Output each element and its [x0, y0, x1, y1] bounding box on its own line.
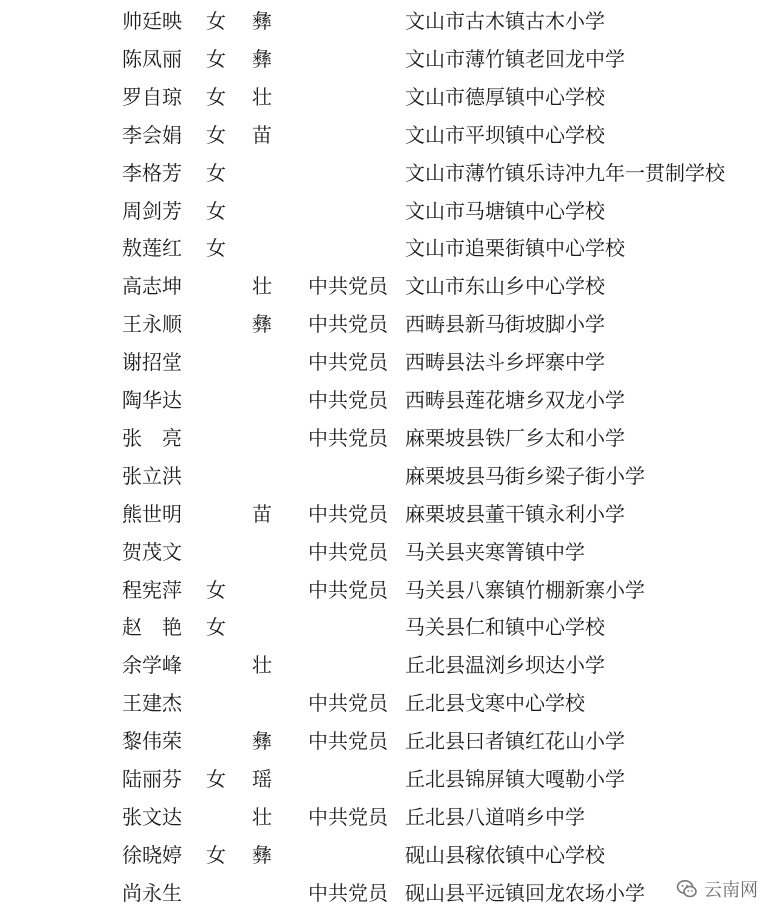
table-row: [0, 229, 784, 267]
table-row: [0, 722, 784, 760]
party-cell: 中共党员: [308, 729, 388, 754]
watermark: [676, 876, 758, 902]
table-row: [0, 798, 784, 836]
school-cell: 西畴县法斗乡坪寨中学: [405, 350, 605, 375]
table-row: [0, 343, 784, 381]
name-cell: 陶华达: [122, 388, 182, 412]
gender-cell: 女: [206, 577, 226, 602]
school-cell: 马关县夹寒箐镇中学: [405, 539, 585, 564]
school-cell: 丘北县八道哨乡中学: [405, 804, 585, 829]
name-cell: 周剑芳: [122, 198, 182, 223]
name-cell: 张立洪: [122, 463, 182, 488]
name-cell: 赵 艳: [122, 615, 182, 640]
name-cell: 李格芳: [122, 160, 182, 185]
name-cell: 熊世明: [122, 501, 182, 526]
table-row: [0, 836, 784, 874]
party-cell: 中共党员: [308, 539, 388, 564]
ethnicity-cell: 壮: [252, 804, 272, 829]
table-row: [0, 646, 784, 684]
school-cell: 文山市薄竹镇老回龙中学: [405, 46, 625, 71]
party-cell: 中共党员: [308, 804, 388, 829]
ethnicity-cell: 苗: [252, 122, 272, 147]
table-row: [0, 40, 784, 78]
name-cell: 张 亮: [122, 425, 182, 450]
name-cell: 张文达: [122, 804, 182, 829]
name-cell: 徐晓婷: [122, 842, 182, 867]
school-cell: 西畴县新马街坡脚小学: [405, 312, 605, 337]
school-cell: 麻栗坡县铁厂乡太和小学: [405, 425, 625, 450]
table-row: [0, 684, 784, 722]
table-row: [0, 760, 784, 798]
gender-cell: 女: [206, 160, 226, 185]
ethnicity-cell: 瑶: [252, 767, 272, 791]
gender-cell: 女: [206, 84, 226, 109]
ethnicity-cell: 壮: [252, 653, 272, 678]
party-cell: 中共党员: [308, 388, 388, 412]
party-cell: 中共党员: [308, 312, 388, 337]
school-cell: 文山市古木镇古木小学: [405, 9, 605, 33]
school-cell: 砚山县稼依镇中心学校: [405, 842, 605, 867]
gender-cell: 女: [206, 9, 226, 33]
name-cell: 谢招堂: [122, 350, 182, 375]
school-cell: 马关县八寨镇竹棚新寨小学: [405, 577, 645, 602]
school-cell: 文山市薄竹镇乐诗冲九年一贯制学校: [405, 160, 725, 185]
name-cell: 程宪萍: [122, 577, 182, 602]
school-cell: 文山市东山乡中心学校: [405, 274, 605, 299]
wechat-icon: [676, 878, 698, 900]
school-cell: 文山市追栗街镇中心学校: [405, 236, 625, 261]
school-cell: 文山市平坝镇中心学校: [405, 122, 605, 147]
table-row: [0, 2, 784, 40]
ethnicity-cell: 壮: [252, 274, 272, 299]
school-cell: 麻栗坡县董干镇永利小学: [405, 501, 625, 526]
table-row: [0, 495, 784, 533]
table-row: [0, 608, 784, 646]
table-row: [0, 154, 784, 192]
party-cell: 中共党员: [308, 350, 388, 375]
ethnicity-cell: 壮: [252, 84, 272, 109]
gender-cell: 女: [206, 842, 226, 867]
table-row: [0, 571, 784, 609]
party-cell: 中共党员: [308, 501, 388, 526]
school-cell: 文山市德厚镇中心学校: [405, 84, 605, 109]
name-cell: 尚永生: [122, 880, 182, 905]
table-row: [0, 457, 784, 495]
gender-cell: 女: [206, 767, 226, 791]
school-cell: 马关县仁和镇中心学校: [405, 615, 605, 640]
table-row: [0, 874, 784, 912]
party-cell: 中共党员: [308, 577, 388, 602]
name-cell: 陆丽芬: [122, 767, 182, 791]
gender-cell: 女: [206, 46, 226, 71]
gender-cell: 女: [206, 615, 226, 640]
school-cell: 丘北县戈寒中心学校: [405, 691, 585, 716]
name-cell: 高志坤: [122, 274, 182, 299]
name-cell: 王永顺: [122, 312, 182, 337]
table-row: [0, 78, 784, 116]
table-row: [0, 419, 784, 457]
table-row: [0, 116, 784, 154]
ethnicity-cell: 彝: [252, 9, 272, 33]
school-cell: 丘北县锦屏镇大嘎勒小学: [405, 767, 625, 791]
school-cell: 麻栗坡县马街乡梁子街小学: [405, 463, 645, 488]
ethnicity-cell: 彝: [252, 842, 272, 867]
ethnicity-cell: 彝: [252, 729, 272, 754]
name-cell: 罗自琼: [122, 84, 182, 109]
table-row: [0, 267, 784, 305]
party-cell: 中共党员: [308, 425, 388, 450]
ethnicity-cell: 彝: [252, 46, 272, 71]
table-row: [0, 533, 784, 571]
ethnicity-cell: 苗: [252, 501, 272, 526]
name-cell: 黎伟荣: [122, 729, 182, 754]
table-row: [0, 305, 784, 343]
name-cell: 李会娟: [122, 122, 182, 147]
name-cell: 敖莲红: [122, 236, 182, 261]
school-cell: 西畴县莲花塘乡双龙小学: [405, 388, 625, 412]
ethnicity-cell: 彝: [252, 312, 272, 337]
watermark-text: 云南网: [704, 880, 758, 901]
name-cell: 陈凤丽: [122, 46, 182, 71]
gender-cell: 女: [206, 236, 226, 261]
name-cell: 余学峰: [122, 653, 182, 678]
table-row: [0, 192, 784, 230]
gender-cell: 女: [206, 122, 226, 147]
school-cell: 砚山县平远镇回龙农场小学: [405, 880, 645, 905]
name-cell: 帅廷映: [122, 9, 182, 33]
school-cell: 丘北县温浏乡坝达小学: [405, 653, 605, 678]
party-cell: 中共党员: [308, 691, 388, 716]
name-cell: 贺茂文: [122, 539, 182, 564]
school-cell: 文山市马塘镇中心学校: [405, 198, 605, 223]
name-cell: 王建杰: [122, 691, 182, 716]
party-cell: 中共党员: [308, 880, 388, 905]
gender-cell: 女: [206, 198, 226, 223]
school-cell: 丘北县曰者镇红花山小学: [405, 729, 625, 754]
party-cell: 中共党员: [308, 274, 388, 299]
table-row: [0, 381, 784, 419]
